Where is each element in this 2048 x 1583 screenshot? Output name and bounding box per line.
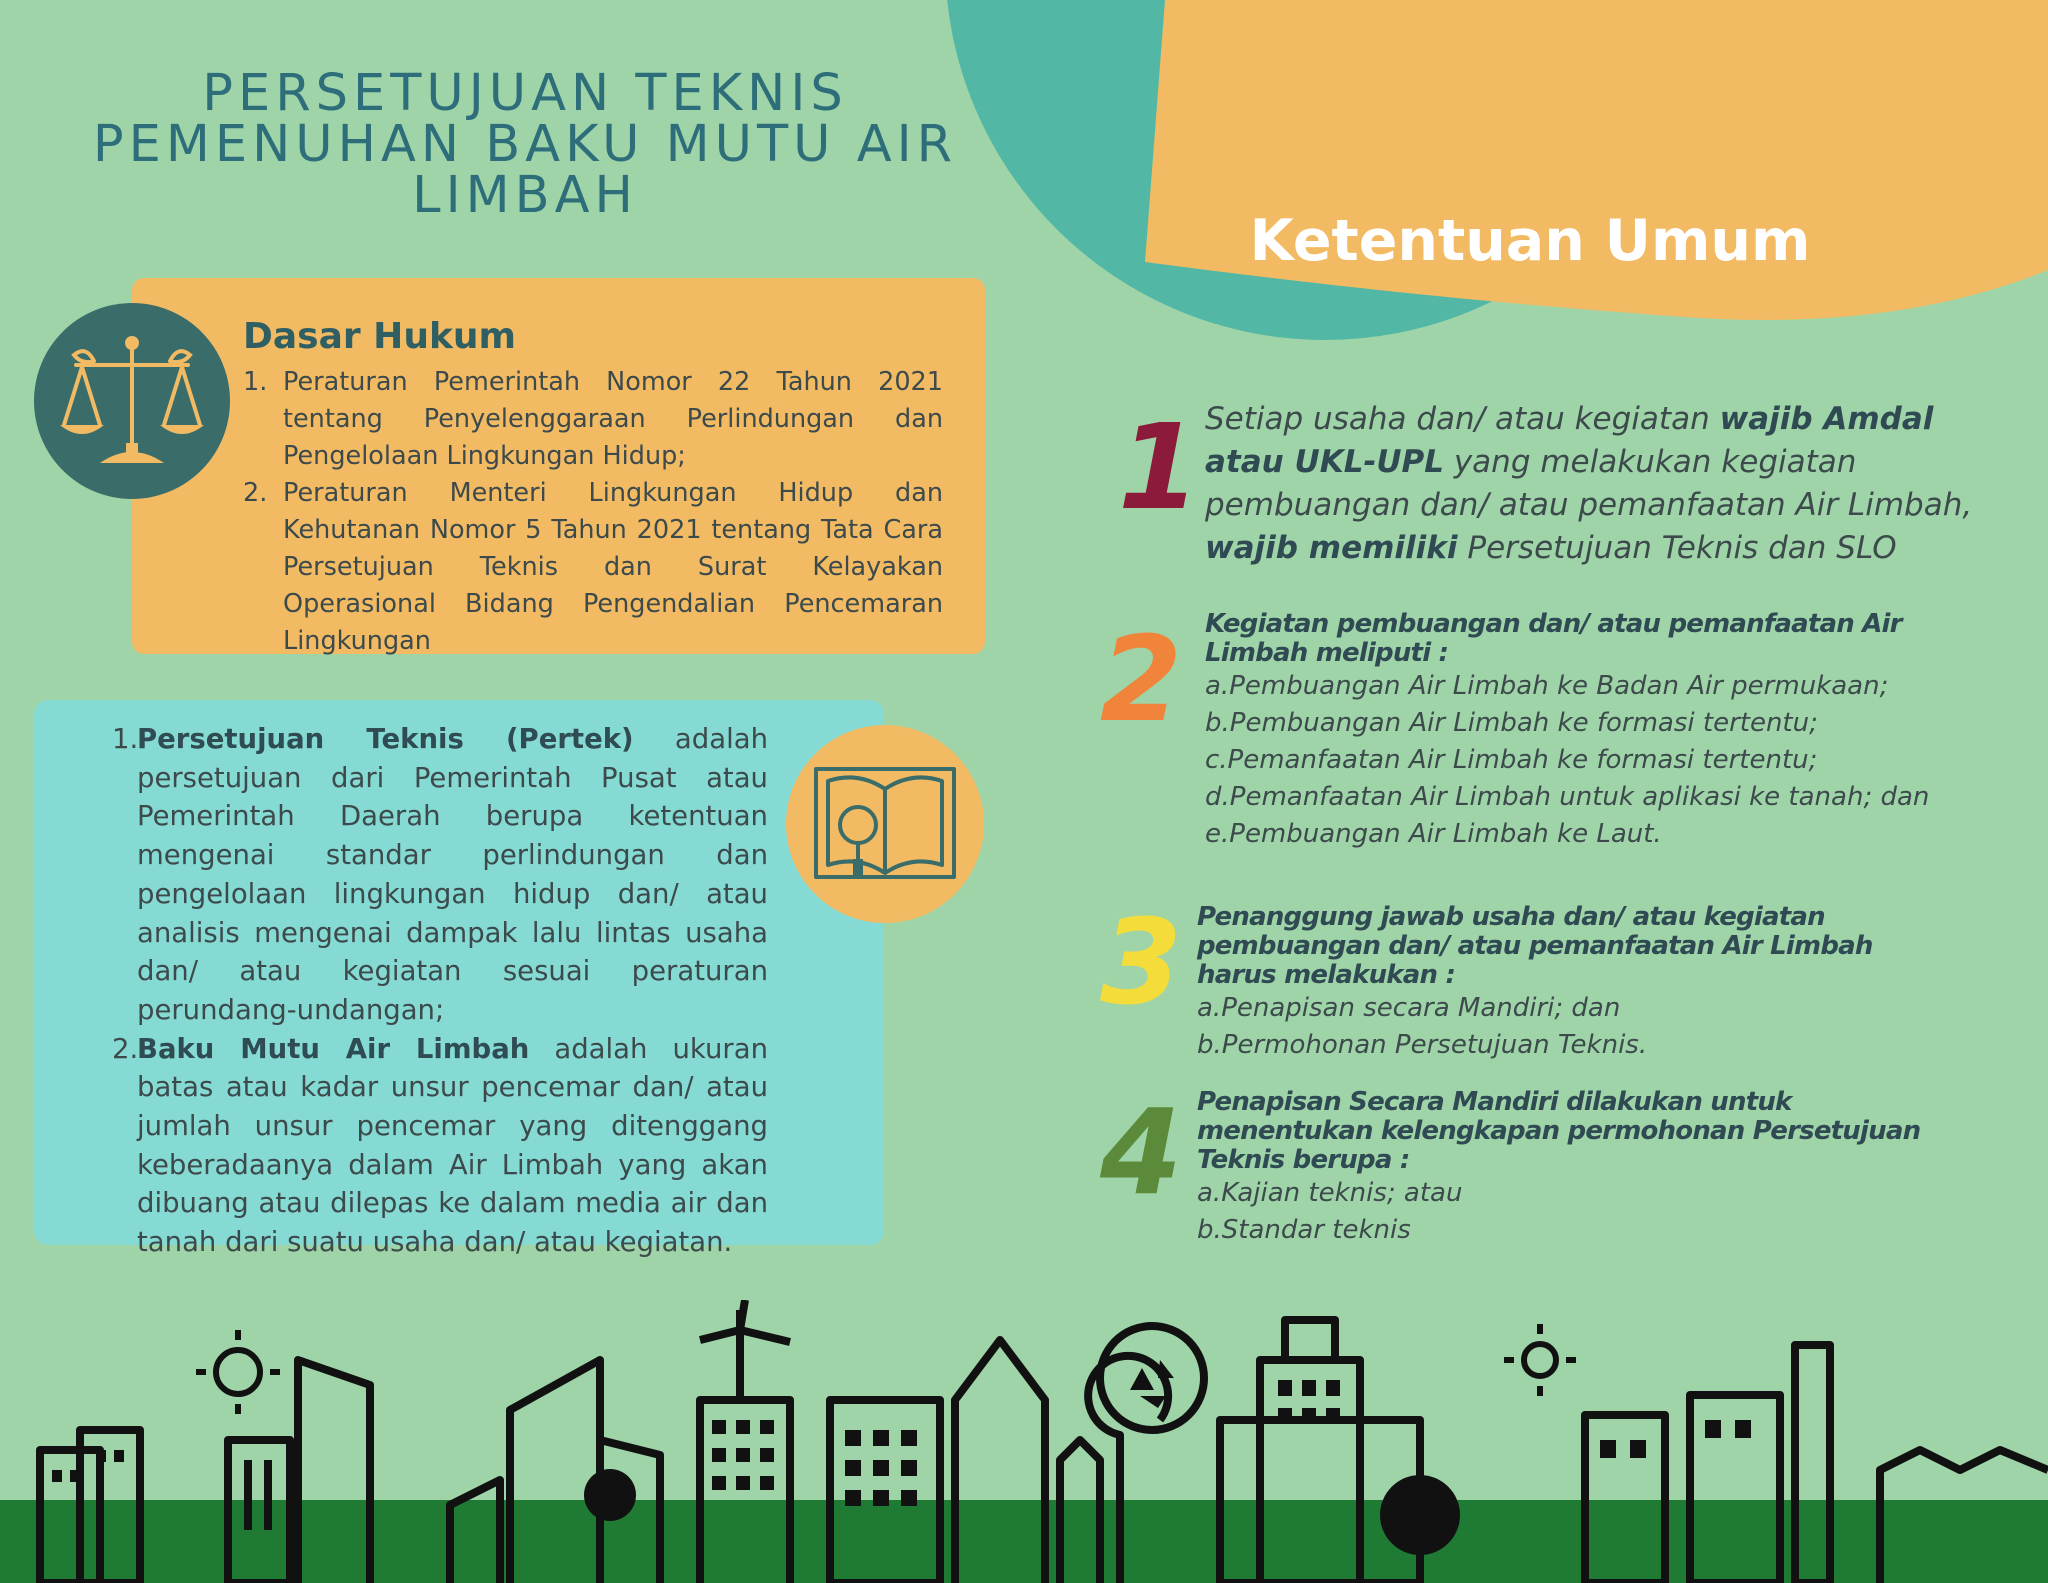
ku3-point: b.Permohonan Persetujuan Teknis.	[1197, 1030, 1648, 1060]
ku3-points	[1197, 990, 1957, 1064]
ketentuan-number-2: 2	[1100, 610, 1183, 748]
ketentuan-umum-heading: Ketentuan Umum	[1249, 208, 1811, 274]
ketentuan-item-1	[1205, 398, 2005, 570]
ku4-point: b.Standar teknis	[1197, 1215, 1411, 1245]
item-number: 2.	[112, 1032, 139, 1065]
ketentuan-item-2	[1205, 610, 1965, 853]
ketentuan-item-4	[1197, 1088, 1957, 1249]
ku1-bold-a: wajib Amdal atau UKL-UPL	[1205, 401, 1934, 480]
ku3-heading: Penanggung jawab usaha dan/ atau kegiatan pembuangan dan/ atau pemanfaatan Air Limbah harus melakukan :	[1197, 902, 1873, 990]
ku1-text-b: yang melakukan kegiatan pembuangan dan/ atau pemanfaatan Air Limbah,	[1205, 444, 1973, 523]
ku4-heading: Penapisan Secara Mandiri dilakukan untuk menentukan kelengkapan permohonan Persetujuan Teknis berupa :	[1197, 1087, 1921, 1175]
item-number: 1.	[112, 723, 139, 755]
ku1-bold-b: wajib memiliki	[1205, 530, 1458, 566]
ku2-point: b.Pembuangan Air Limbah ke formasi tertentu;	[1205, 708, 1818, 738]
dasar-hukum-item-text: Peraturan Pemerintah Nomor 22 Tahun 2021 tentang Penyelenggaraan Perlindungan dan Pengelolaan Lingkungan Hidup;	[283, 367, 943, 471]
item-number: 1.	[243, 367, 268, 397]
definisi-item	[112, 1030, 768, 1262]
definisi-text: adalah ukuran batas atau kadar unsur pencemar dan/ atau jumlah unsur pencemar yang ditenggang keberadaanya dalam Air Limbah yang akan dibuang atau dilepas ke dalam media air dan tanah dari suatu usaha dan/ atau kegiatan.	[137, 1032, 769, 1259]
title-line-2: PEMENUHAN BAKU MUTU AIR	[92, 115, 958, 174]
book-magnifier-icon	[786, 725, 984, 923]
ketentuan-item-3	[1197, 903, 1957, 1064]
definisi-text: adalah persetujuan dari Pemerintah Pusat atau Pemerintah Daerah berupa ketentuan mengenai standar perlindungan dan pengelolaan lingkungan hidup dan/ atau analisis mengenai dampak lalu lintas usaha dan/ atau kegiatan sesuai peraturan perundang-undangan;	[137, 723, 769, 1026]
dasar-hukum-icon-circle	[34, 303, 230, 499]
dasar-hukum-heading: Dasar Hukum	[243, 316, 517, 357]
dasar-hukum-item-text: Peraturan Menteri Lingkungan Hidup dan Kehutanan Nomor 5 Tahun 2021 tentang Tata Cara Persetujuan Teknis dan Surat Kelayakan Operasional Bidang Pengendalian Pencemaran Lingkungan	[283, 478, 943, 656]
ku4-point: a.Kajian teknis; atau	[1197, 1178, 1463, 1208]
ku1-text-c: Persetujuan Teknis dan SLO	[1457, 530, 1897, 566]
ku2-point: a.Pembuangan Air Limbah ke Badan Air permukaan;	[1205, 671, 1889, 701]
ku2-point: d.Pemanfaatan Air Limbah untuk aplikasi ke tanah; dan	[1205, 782, 1930, 812]
title-line-1: PERSETUJUAN TEKNIS	[202, 64, 848, 123]
dasar-hukum-item	[243, 364, 943, 475]
ku3-point: a.Penapisan secara Mandiri; dan	[1197, 993, 1621, 1023]
page-title	[70, 64, 980, 225]
definisi-term: Baku Mutu Air Limbah	[137, 1032, 530, 1065]
definisi-list	[112, 720, 768, 1262]
recycle-icon	[1100, 1326, 1204, 1430]
item-number: 2.	[243, 478, 268, 508]
definisi-item	[112, 720, 768, 1030]
ku2-point: c.Pemanfaatan Air Limbah ke formasi tertentu;	[1205, 745, 1818, 775]
city-skyline-illustration	[0, 1300, 2048, 1583]
definisi-icon-circle	[786, 725, 984, 923]
definisi-term: Persetujuan Teknis (Pertek)	[137, 723, 634, 755]
ku4-points	[1197, 1175, 1957, 1249]
ku1-text-a: Setiap usaha dan/ atau kegiatan	[1205, 401, 1720, 437]
ku2-points	[1205, 668, 1965, 853]
ku2-point: e.Pembuangan Air Limbah ke Laut.	[1205, 819, 1662, 849]
ketentuan-number-3: 3	[1100, 893, 1183, 1031]
ketentuan-number-1: 1	[1118, 398, 1201, 536]
title-line-3: LIMBAH	[412, 166, 638, 225]
ketentuan-number-4: 4	[1100, 1083, 1183, 1221]
dasar-hukum-list	[243, 364, 943, 660]
ku2-heading: Kegiatan pembuangan dan/ atau pemanfaatan Air Limbah meliputi :	[1205, 609, 1902, 668]
dasar-hukum-item	[243, 475, 943, 660]
scales-of-justice-icon	[34, 303, 230, 499]
sun-icon	[196, 1330, 280, 1414]
